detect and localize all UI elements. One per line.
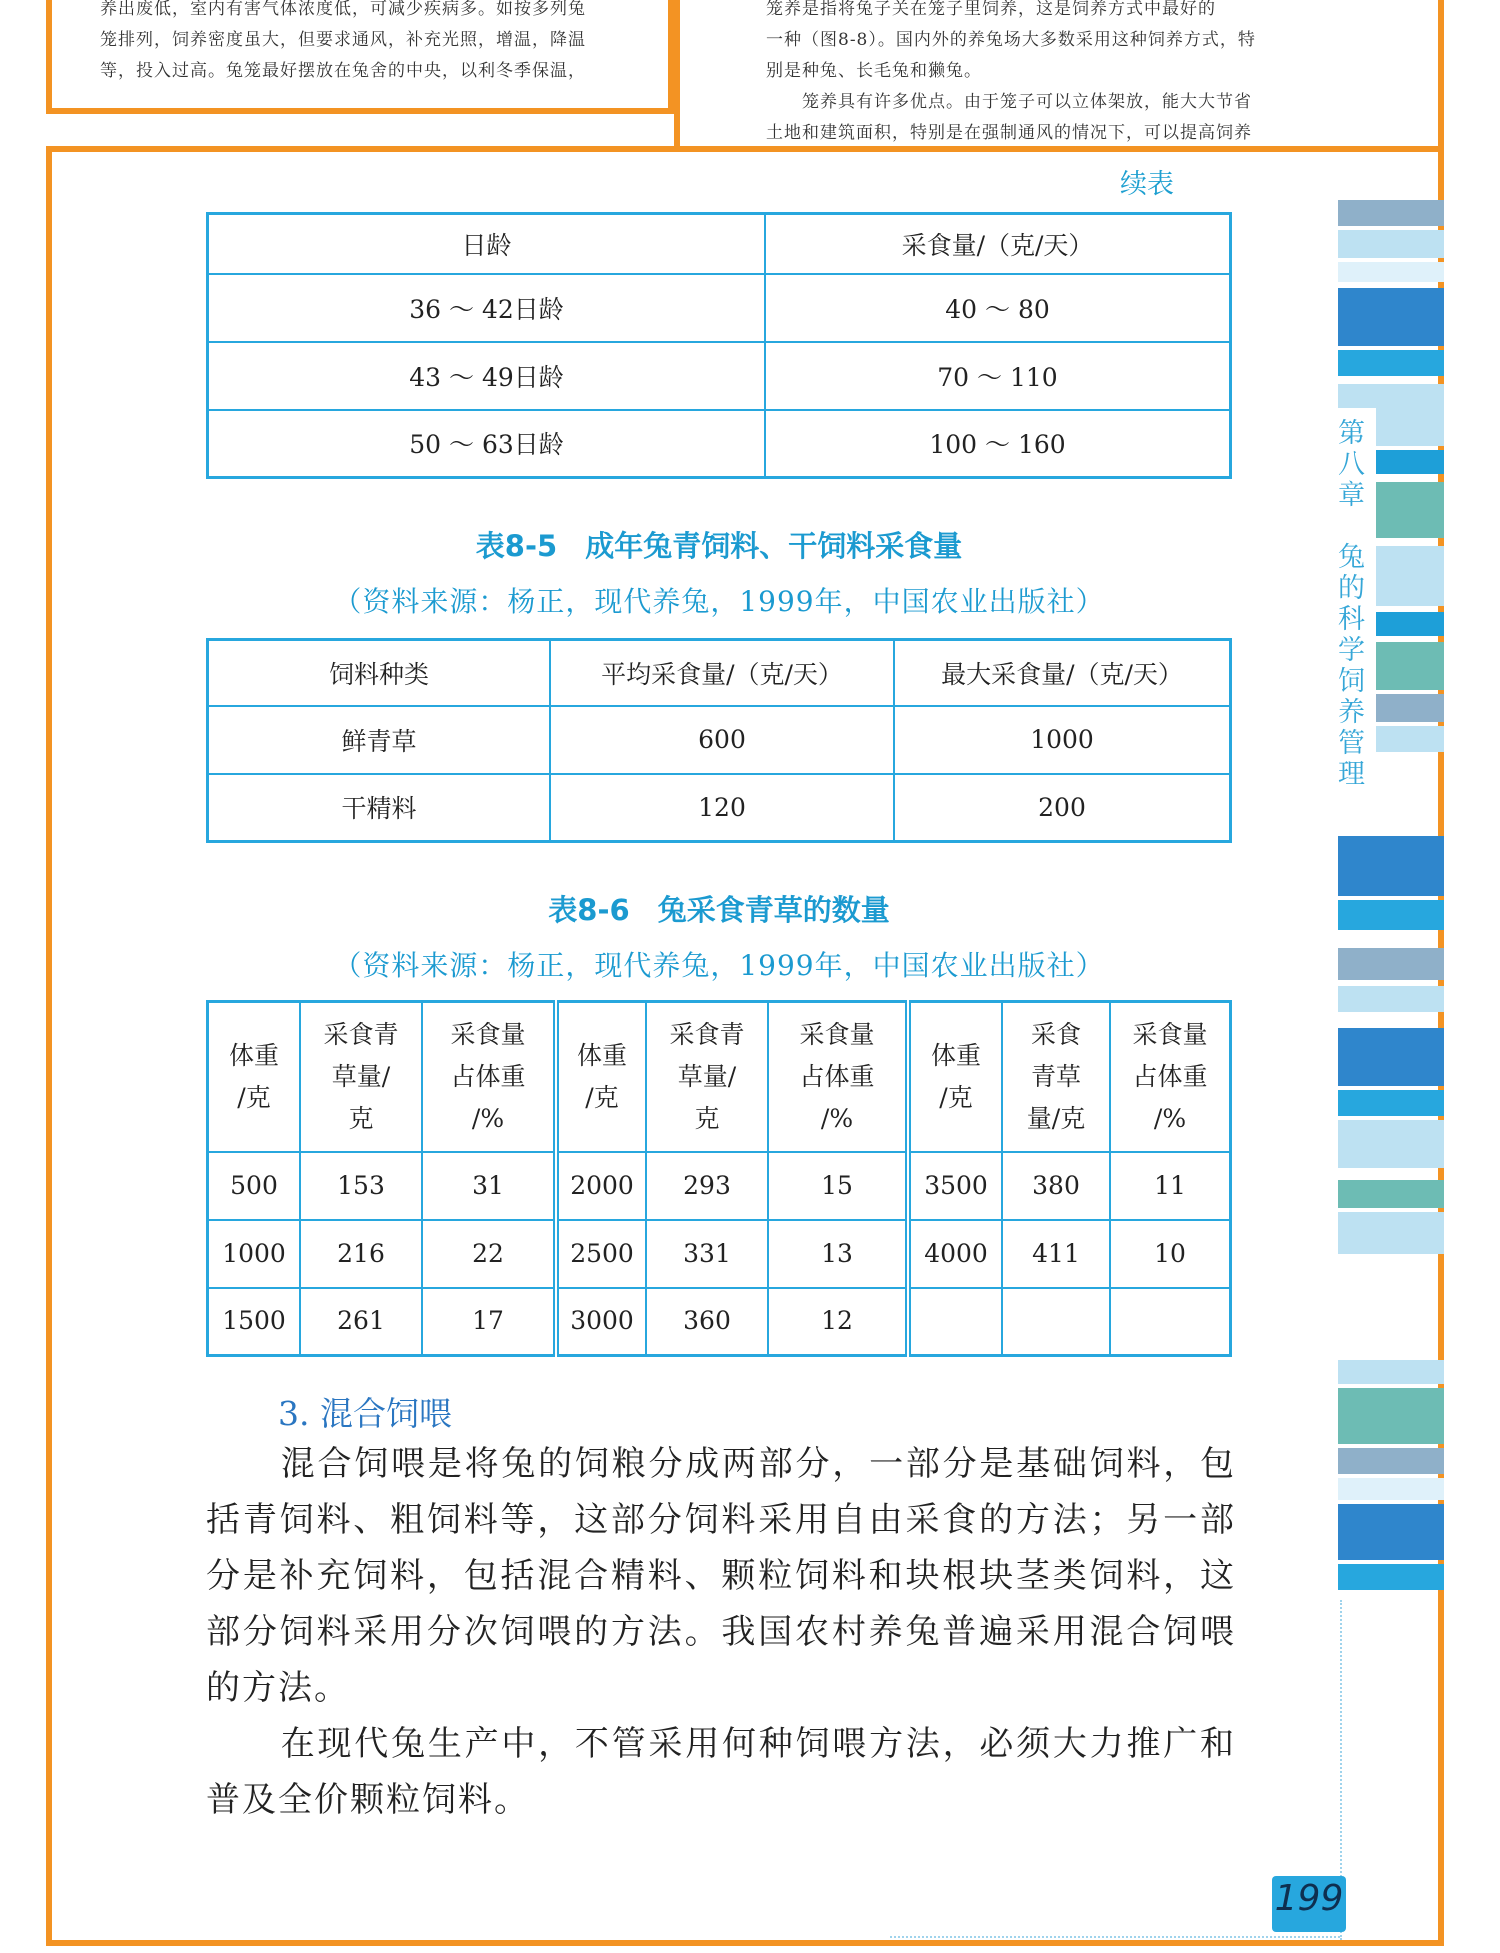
table-number: 表8-5 [475,529,558,563]
table-cell: 13 [768,1220,908,1288]
header-line: 体重 [228,1040,279,1070]
header-cell [300,1002,422,1152]
header-line: 体重 [576,1040,627,1070]
stripe [1338,230,1444,258]
header-line: 占体重 [1132,1061,1208,1091]
table-header-row [208,214,1231,274]
paragraph-1 [206,1436,1236,1716]
text-line: 别是种兔、长毛兔和獭兔。 [766,61,982,81]
table-cell: 1500 [208,1288,301,1356]
stripe [1338,986,1444,1012]
table-cell: 153 [300,1152,422,1220]
table-cell: 216 [300,1220,422,1288]
table-header-row [208,1002,1231,1152]
table-cell: 鲜青草 [208,706,551,774]
header-line: /克 [585,1082,619,1112]
header-cell [1002,1002,1110,1152]
table-8-6 [206,1000,1232,1357]
table-cell: 380 [1002,1152,1110,1220]
header-line: 占体重 [450,1061,526,1091]
stripe [1338,948,1444,980]
table-cell: 2000 [556,1152,646,1220]
header-line: 采食青 [323,1019,399,1049]
table-cell: 17 [422,1288,556,1356]
table-cell: 15 [768,1152,908,1220]
continued-label: 续表 [1120,169,1174,200]
table-8-5-caption [206,524,1232,565]
header-cell [422,1002,556,1152]
header-cell: 日龄 [208,214,766,274]
table-row [208,1152,1231,1220]
table-cell: 293 [646,1152,768,1220]
header-cell: 平均采食量/（克/天） [550,640,894,706]
dotted-guide [890,1936,1340,1938]
table-cell: 干精料 [208,774,551,842]
table-cell: 4000 [908,1220,1002,1288]
table-cell: 11 [1110,1152,1231,1220]
text-line: 笼养具有许多优点。由于笼子可以立体架放，能大大节省 [766,92,1252,112]
table-cell: 411 [1002,1220,1110,1288]
table-number: 表8-6 [548,893,630,927]
header-line: 采食量 [1132,1019,1208,1049]
stripe [1338,1120,1444,1168]
header-cell [1110,1002,1231,1152]
header-line: 体重 [930,1040,981,1070]
header-line: /% [820,1103,854,1133]
header-line: 草量/ [677,1061,737,1091]
table-8-5-source: （资料来源：杨正，现代养兔，1999年，中国农业出版社） [333,585,1105,618]
table-cell: 10 [1110,1220,1231,1288]
header-cell [908,1002,1002,1152]
table-cell: 500 [208,1152,301,1220]
header-line: 量/克 [1026,1103,1086,1133]
table-cell: 70 ～ 110 [765,342,1231,410]
stripe [1338,1180,1444,1208]
table-cell [908,1288,1002,1356]
header-line: 采食 [1030,1019,1081,1049]
header-cell [768,1002,908,1152]
table-cell [1110,1288,1231,1356]
table-cell: 2500 [556,1220,646,1288]
stripe [1338,1028,1444,1086]
previous-page-text-right [766,0,1326,149]
table-cell: 50 ～ 63日龄 [208,410,766,478]
text-line: 一种（图8-8）。国内外的养兔场大多数采用这种饲养方式，特 [766,30,1256,50]
header-line: /克 [939,1082,973,1112]
stripe [1338,1564,1444,1590]
text-line: 等，投入过高。兔笼最好摆放在兔舍的中央，以利冬季保温， [100,61,586,81]
table-title: 成年兔青饲料、干饲料采食量 [585,529,963,563]
stripe [1338,200,1444,226]
header-cell: 最大采食量/（克/天） [894,640,1231,706]
previous-page-text-left [100,0,660,87]
stripe [1338,350,1444,376]
stripe [1338,288,1444,346]
paragraph-text: 混合饲喂是将兔的饲粮分成两部分，一部分是基础饲料，包括青饲料、粗饲料等，这部分饲料采用自由采食的方法；另一部分是补充饲料，包括混合精料、颗粒饲料和块根块茎类饲料，这部分饲料采用分次饲喂的方法。我国农村养兔普遍采用混合饲喂的方法。 [206,1444,1236,1708]
header-line: 青草 [1030,1061,1081,1091]
table-cell: 12 [768,1288,908,1356]
table-8-5 [206,638,1232,843]
page-number: 199 [1274,1878,1344,1919]
stripe [1338,1212,1444,1254]
table-row [208,1220,1231,1288]
table-cell: 3000 [556,1288,646,1356]
header-cell: 饲料种类 [208,640,551,706]
stripe [1338,1360,1444,1384]
header-line: 采食量 [450,1019,526,1049]
stripe [1338,1448,1444,1474]
table-row [208,274,1231,342]
text-line: 养出废低，室内有害气体浓度低，可减少疾病多。如按多列兔 [100,0,586,19]
table-cell [1002,1288,1110,1356]
table-cell: 3500 [908,1152,1002,1220]
table-row [208,1288,1231,1356]
paragraph-text: 在现代兔生产中，不管采用何种饲喂方法，必须大力推广和普及全价颗粒饲料。 [206,1724,1236,1820]
table-header-row [208,640,1231,706]
header-line: 克 [348,1103,374,1133]
table-cell: 120 [550,774,894,842]
text-line: 土地和建筑面积，特别是在强制通风的情况下，可以提高饲养 [766,123,1252,143]
table-cell: 22 [422,1220,556,1288]
table-cell: 600 [550,706,894,774]
header-line: 草量/ [331,1061,391,1091]
table-cell: 1000 [894,706,1231,774]
table-cell: 200 [894,774,1231,842]
header-line: 克 [694,1103,720,1133]
table-row [208,342,1231,410]
table-8-6-caption [206,888,1232,929]
stripe [1338,900,1444,930]
stripe [1338,1478,1444,1500]
header-cell [208,1002,301,1152]
table-cell: 36 ～ 42日龄 [208,274,766,342]
table-cell: 360 [646,1288,768,1356]
table-cell: 1000 [208,1220,301,1288]
table-cell: 31 [422,1152,556,1220]
header-line: 占体重 [799,1061,875,1091]
table-cell: 40 ～ 80 [765,274,1231,342]
header-line: /% [471,1103,505,1133]
header-line: 采食量 [799,1019,875,1049]
header-line: /克 [237,1082,271,1112]
table-8-6-source: （资料来源：杨正，现代养兔，1999年，中国农业出版社） [333,949,1105,982]
stripe [1338,262,1444,282]
table-row [208,706,1231,774]
section-title: 3. 混合饲喂 [278,1394,452,1433]
header-cell: 采食量/（克/天） [765,214,1231,274]
stripe [1338,836,1444,896]
table-cell: 43 ～ 49日龄 [208,342,766,410]
header-line: 采食青 [669,1019,745,1049]
table-row [208,774,1231,842]
continued-table [206,212,1232,479]
table-title: 兔采食青草的数量 [657,893,890,927]
table-cell: 100 ～ 160 [765,410,1231,478]
text-line: 笼排列，饲养密度虽大，但要求通风，补充光照，增温，降温 [100,30,586,50]
header-line: /% [1153,1103,1187,1133]
header-cell [646,1002,768,1152]
header-cell [556,1002,646,1152]
stripe [1338,1388,1444,1444]
chapter-label: 第八章 兔的科学饲养管理 [1333,418,1364,790]
table-cell: 261 [300,1288,422,1356]
table-row [208,410,1231,478]
table-cell: 331 [646,1220,768,1288]
stripe [1338,1090,1444,1116]
text-line: 笼养是指将兔子关在笼子里饲养，这是饲养方式中最好的 [766,0,1216,19]
stripe [1338,1504,1444,1560]
paragraph-2 [206,1716,1236,1828]
